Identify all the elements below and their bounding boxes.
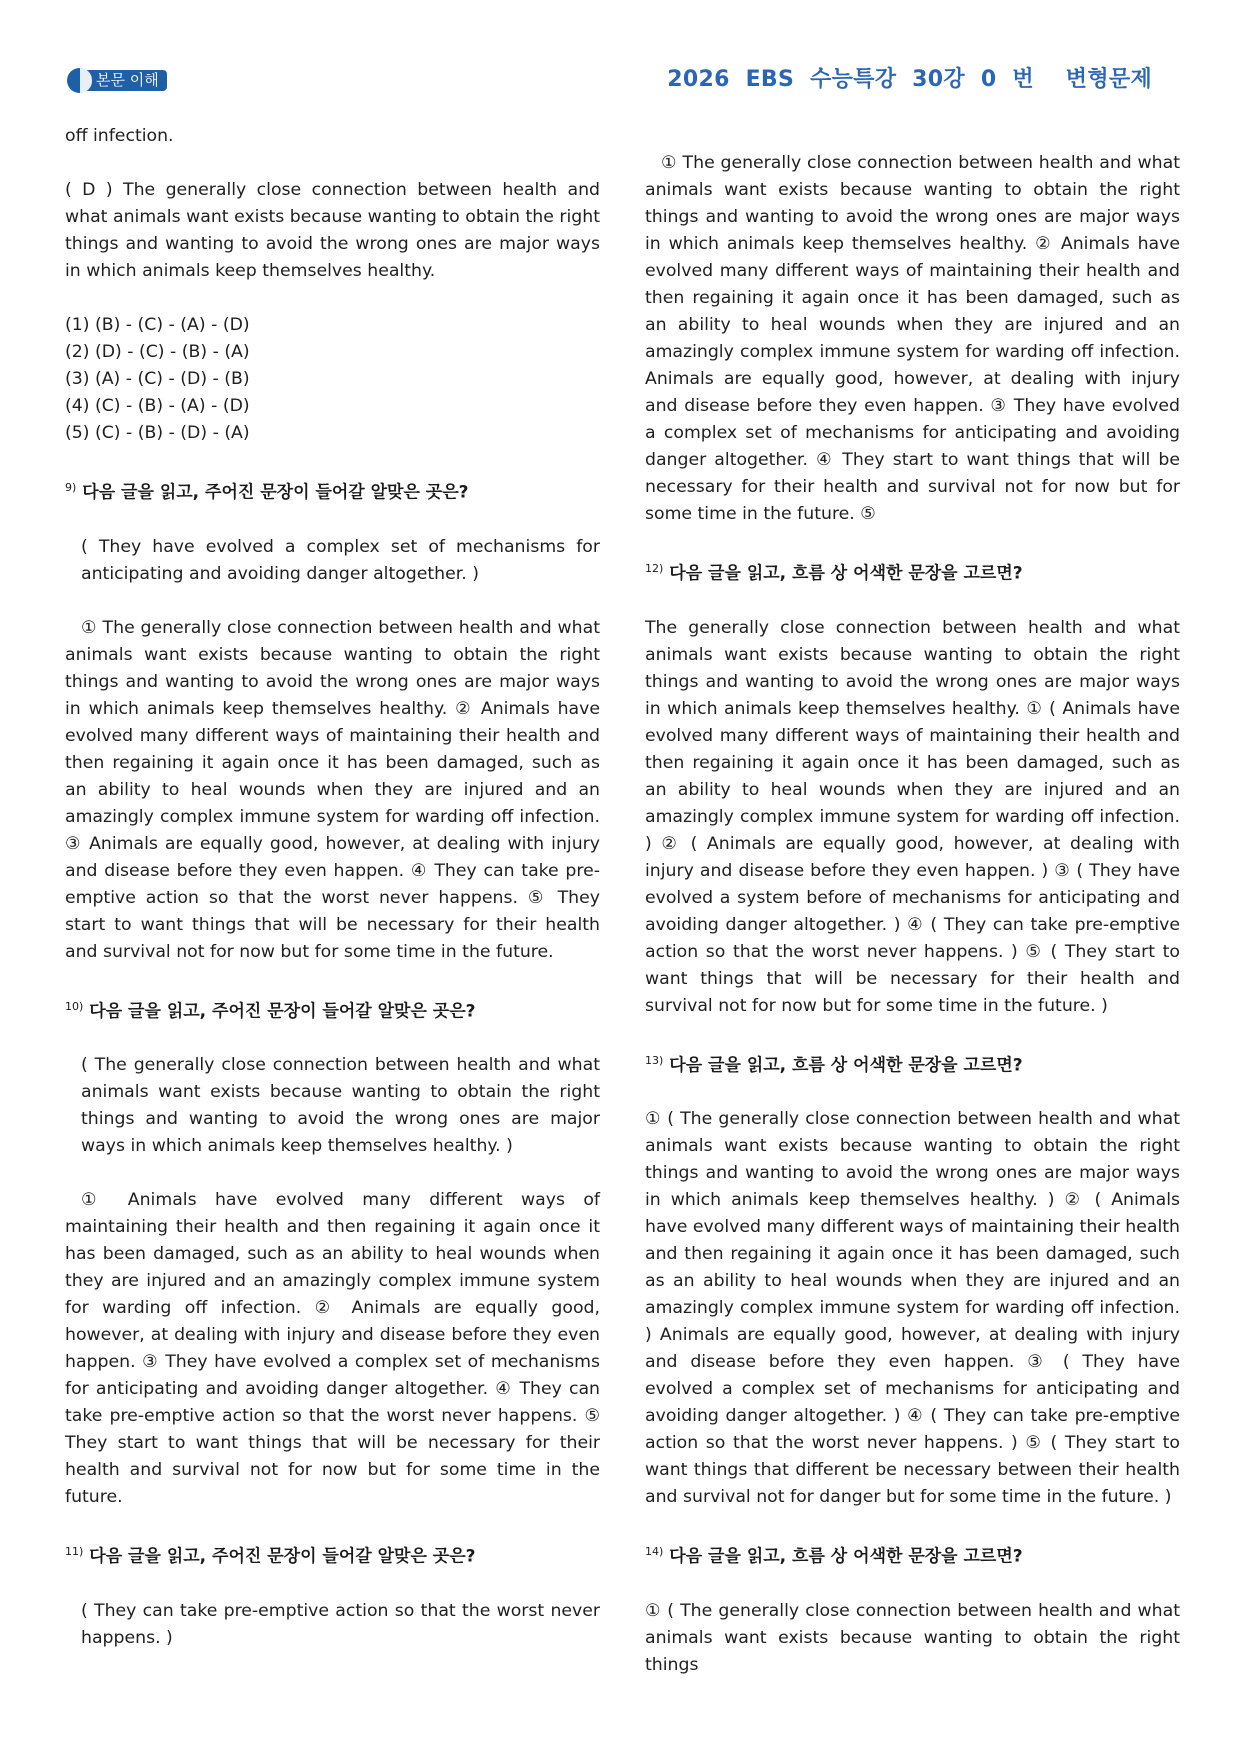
question-passage: ① ( The generally close connection between health and what animals want exists because wanting to obtain the right things and wanting to avoid the wrong ones are major ways in which animals keep themselves healthy. ) ② ( Animals have evolved many different ways of maintaining their health and then regaining it again once it has been damaged, such as an ability to heal wounds when they are injured and an amazingly complex immune system for warding off infection. ) Animals are equally good, however, at dealing with injury and disease before they even happen. ③ ( They have evolved a complex set of mechanisms for anticipating and avoiding danger altogether. ) ④ ( They can take pre-emptive action so that the worst never happens. ) ⑤ ( They start to want things that different be necessary between their health and survival not for danger but for some time in the future. ): [645, 1109, 1181, 1508]
question-title: 다음 글을 읽고, 흐름 상 어색한 문장을 고르면?: [669, 1055, 1023, 1076]
question-passage: ① ( The generally close connection between health and what animals want exists because wanting to obtain the right things: [645, 1600, 1180, 1675]
question-number: 14): [645, 1545, 664, 1559]
answer-option: (4) (C) - (B) - (A) - (D): [65, 396, 250, 416]
answer-option: (3) (A) - (C) - (D) - (B): [65, 369, 250, 389]
question-passage: ① The generally close connection between health and what animals want exists because wanting to obtain the right things and wanting to avoid the wrong ones are major ways in which animals keep themselves healthy. ② Animals have evolved many different ways of maintaining their health and then regaining it again once it has been damaged, such as an ability to heal wounds when they are injured and an amazingly complex immune system for warding off infection. ③ Animals are equally good, however, at dealing with injury and disease before they even happen. ④ They can take pre-emptive action so that the worst never happens. ⑤ They start to want things that will be necessary for their health and survival not for now but for some time in the future.: [65, 617, 600, 962]
question-heading: [645, 1047, 1180, 1080]
q8-tail-text: off infection.: [65, 126, 174, 146]
question-number: 12): [645, 562, 664, 575]
question-number: 13): [645, 1053, 664, 1067]
question-heading: [65, 474, 600, 507]
question-title: 다음 글을 읽고, 흐름 상 어색한 문장을 고르면?: [669, 563, 1023, 584]
question-title: 다음 글을 읽고, 주어진 문장이 들어갈 알맞은 곳은?: [89, 1546, 476, 1567]
q8-paragraph-d: ( D ) The generally close connection between health and what animals want exists because wanting to obtain the right things and wanting to avoid the wrong ones are major ways in which animals keep themselves healthy.: [65, 180, 600, 281]
question-heading: [65, 1538, 600, 1571]
question-title: 다음 글을 읽고, 흐름 상 어색한 문장을 고르면?: [669, 1546, 1023, 1567]
answer-option: (2) (D) - (C) - (B) - (A): [65, 342, 250, 362]
question-number: 9): [65, 481, 77, 494]
question-title: 다음 글을 읽고, 주어진 문장이 들어갈 알맞은 곳은?: [82, 482, 469, 503]
answer-option: (1) (B) - (C) - (A) - (D): [65, 315, 250, 335]
question-passage: The generally close connection between health and what animals want exists because wanting to obtain the right things and wanting to avoid the wrong ones are major ways in which animals keep themselves healthy. ① ( Animals have evolved many different ways of maintaining their health and then regaining it again once it has been damaged, such as an ability to heal wounds when they are injured and an amazingly complex immune system for warding off infection. ) ② ( Animals are equally good, however, at dealing with injury and disease before they even happen. ) ③ ( They have evolved a system before of mechanisms for anticipating and avoiding danger altogether. ) ④ ( They can take pre-emptive action so that the worst never happens. ) ⑤ ( They start to want things that will be necessary for their health and survival not for now but for some time in the future. ): [645, 617, 1180, 1016]
given-sentence: ( The generally close connection between health and what animals want exists because wanting to obtain the right things and wanting to avoid the wrong ones are major ways in which animals keep themselves healthy. ): [81, 1055, 600, 1157]
question-title: 다음 글을 읽고, 주어진 문장이 들어갈 알맞은 곳은?: [89, 1001, 476, 1022]
given-sentence: ( They can take pre-emptive action so that the worst never happens. ): [81, 1600, 600, 1648]
answer-option: (5) (C) - (B) - (D) - (A): [65, 423, 250, 443]
section-badge: [67, 68, 173, 93]
question-heading: [65, 993, 600, 1026]
question-number: 11): [65, 1545, 84, 1559]
question-heading: [645, 1538, 1180, 1571]
badge-circle-icon: [67, 68, 92, 93]
left-column: [65, 123, 600, 1679]
q8-options: [65, 312, 600, 447]
badge-label: 본문 이해: [82, 70, 167, 91]
question-passage: ① Animals have evolved many different ways of maintaining their health and then regaining it again once it has been damaged, such as an ability to heal wounds when they are injured and an amazingly complex immune system for warding off infection. ② Animals are equally good, however, at dealing with injury and disease before they even happen. ③ They have evolved a complex set of mechanisms for anticipating and avoiding danger altogether. ④ They can take pre-emptive action so that the worst never happens. ⑤ They start to want things that will be necessary for their health and survival not for now but for some time in the future.: [65, 1190, 600, 1508]
right-column: [645, 150, 1180, 1706]
question-passage: ① The generally close connection between health and what animals want exists because wanting to obtain the right things and wanting to avoid the wrong ones are major ways in which animals keep themselves healthy. ② Animals have evolved many different ways of maintaining their health and then regaining it again once it has been damaged, such as an ability to heal wounds when they are injured and an amazingly complex immune system for warding off infection. Animals are equally good, however, at dealing with injury and disease before they even happen. ③ They have evolved a complex set of mechanisms for anticipating and avoiding danger altogether. ④ They start to want things that will be necessary for their health and survival not for now but for some time in the future. ⑤: [645, 153, 1180, 524]
question-number: 10): [65, 999, 84, 1013]
given-sentence: ( They have evolved a complex set of mechanisms for anticipating and avoiding danger altogether. ): [81, 536, 600, 584]
page-title: 2026 EBS 수능특강 30강 0 번 변형문제: [667, 67, 1152, 92]
question-heading: [645, 555, 1180, 588]
